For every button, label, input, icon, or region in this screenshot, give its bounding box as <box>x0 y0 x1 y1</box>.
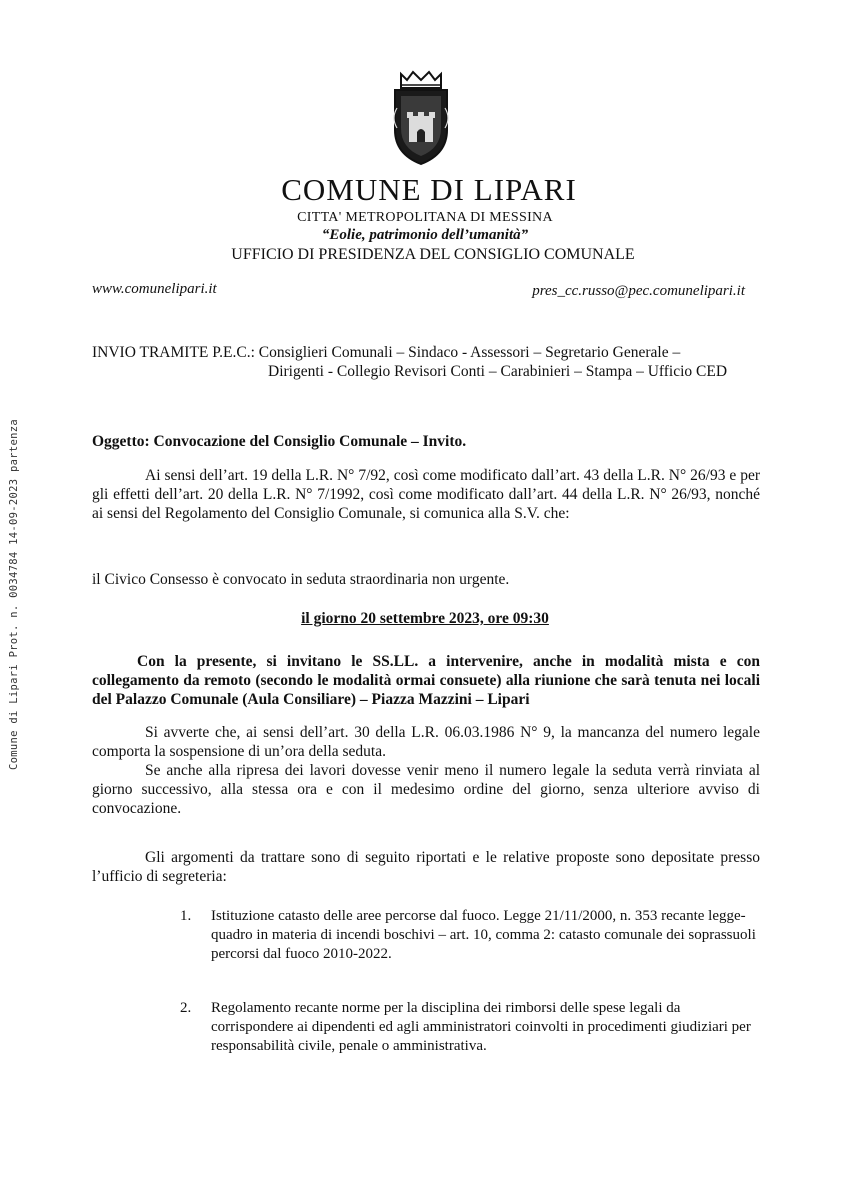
paragraph-invitation: Con la presente, si invitano le SS.LL. a intervenire, anche in modalità mista e con collegamento da remoto (secondo le modalità ormai consuete) alla riunione che sarà tenuta nei locali del Palazzo Comunale (Aula Consiliare) – Piazza Mazzini – Lipari <box>92 653 760 708</box>
pec-email-link[interactable]: pres_cc.russo@pec.comunelipari.it <box>532 283 745 299</box>
page-title: COMUNE DI LIPARI <box>281 172 577 207</box>
agenda-item-number: 2. <box>180 1000 192 1016</box>
paragraph-quorum: Si avverte che, ai sensi dell’art. 30 della L.R. 06.03.1986 N° 9, la mancanza del numero legale comporta la sospensione di un’ora della seduta. <box>92 724 760 760</box>
agenda-item <box>180 999 760 1056</box>
recipients <box>92 343 760 381</box>
agenda-item-number: 1. <box>180 908 192 924</box>
crest-icon <box>387 68 455 168</box>
website-link[interactable]: www.comunelipari.it <box>92 281 217 297</box>
recipients-rest: Dirigenti - Collegio Revisori Conti – Carabinieri – Stampa – Ufficio CED <box>268 363 728 380</box>
paragraph-agenda-intro: Gli argomenti da trattare sono di seguito riportati e le relative proposte sono depositate presso l’ufficio di segreteria: <box>92 849 760 885</box>
paragraph-postponement: Se anche alla ripresa dei lavori dovesse venir meno il numero legale la seduta verrà rinviata al giorno successivo, alla stessa ora e con il medesimo ordine del giorno, senza ulteriore avviso di convocazione. <box>92 762 760 817</box>
office-name: UFFICIO DI PRESIDENZA DEL CONSIGLIO COMUNALE <box>231 246 635 263</box>
agenda-item-text: Regolamento recante norme per la disciplina dei rimborsi delle spese legali da corrispondere ai dipendenti ed agli amministratori coinvolti in procedimenti giudiziari per responsabilità civile, penale o amministrativa. <box>211 1000 751 1054</box>
paragraph-convocation: il Civico Consesso è convocato in seduta straordinaria non urgente. <box>92 571 510 588</box>
agenda-item-text: Istituzione catasto delle aree percorse dal fuoco. Legge 21/11/2000, n. 353 recante legge-quadro in materia di incendi boschivi – art. 10, comma 2: catasto comunale dei soprassuoli percorsi dal fuoco 2010-2022. <box>211 908 756 962</box>
protocol-stamp: Comune di Lipari Prot. n. 0034784 14-09-2023 partenza <box>8 419 20 770</box>
agenda-item <box>180 907 760 964</box>
subtitle-city: CITTA' METROPOLITANA DI MESSINA <box>297 210 553 225</box>
motto: “Eolie, patrimonio dell’umanità” <box>321 227 529 243</box>
paragraph-legal-basis: Ai sensi dell’art. 19 della L.R. N° 7/92, così come modificato dall’art. 43 della L.R. N° 26/93 e per gli effetti dell’art. 20 della L.R. N° 7/1992, così come modificato dall’art. 44 della L.R. N° 26/93, nonché ai sensi del Regolamento del Consiglio Comunale, si comunica alla S.V. che: <box>92 467 760 522</box>
recipients-lead: INVIO TRAMITE P.E.C.: Consiglieri Comunali – Sindaco - Assessori – Segretario Generale – <box>92 344 681 361</box>
subject-line: Oggetto: Convocazione del Consiglio Comunale – Invito. <box>92 433 467 450</box>
meeting-date: il giorno 20 settembre 2023, ore 09:30 <box>301 610 549 627</box>
